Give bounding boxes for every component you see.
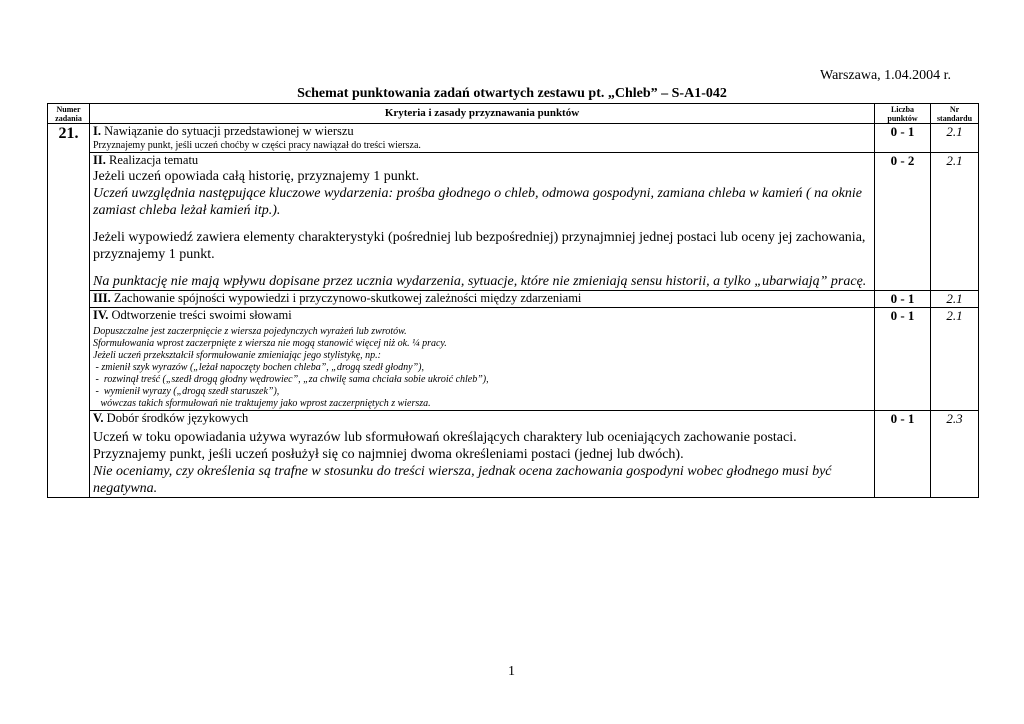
table-row	[48, 411, 979, 498]
standard-cell: 2.1	[931, 124, 979, 153]
criterion-note: Jeżeli uczeń przekształcił sformułowanie zmieniając jego stylistykę, np.:	[93, 350, 381, 361]
standard-cell: 2.3	[931, 411, 979, 498]
criterion-heading: IV. Odtworzenie treści swoimi słowami	[93, 308, 292, 322]
standard-cell: 2.1	[931, 291, 979, 308]
criterion-note: - rozwinął treść („szedł drogą głodny wędrowiec”, „za chwilę sama chciała sobie ukroić chleb”),	[93, 374, 489, 385]
task-number: 21.	[48, 124, 90, 498]
criterion-note: Przyznajemy punkt, jeśli uczeń choćby w części pracy nawiązał do treści wiersza.	[93, 140, 421, 151]
criterion-cell	[90, 308, 875, 411]
criterion-heading: III. Zachowanie spójności wypowiedzi i przyczynowo-skutkowej zależności między zdarzeniami	[93, 291, 582, 305]
column-header-standard: Nr standardu	[931, 104, 979, 124]
criterion-cell	[90, 291, 875, 308]
document-date: Warszawa, 1.04.2004 r.	[820, 68, 952, 83]
criterion-heading: V. Dobór środków językowych	[93, 411, 249, 425]
criterion-rule: Jeżeli wypowiedź zawiera elementy charakterystyki (pośredniej lub bezpośredniej) przynajmniej jednej postaci lub oceny jej zachowania, przyznajemy 1 punkt.	[93, 230, 866, 262]
criterion-note: - wymienił wyrazy („drogą szedł staruszek”),	[93, 386, 280, 397]
standard-cell: 2.1	[931, 308, 979, 411]
column-header-points: Liczba punktów	[875, 104, 931, 124]
criterion-cell	[90, 153, 875, 291]
criterion-rule-detail: Na punktację nie mają wpływu dopisane przez ucznia wydarzenia, sytuacje, które nie zmieniają sensu historii, a tylko „ubarwiają” pracę.	[93, 274, 867, 289]
criterion-rule: Jeżeli uczeń opowiada całą historię, przyznajemy 1 punkt.	[93, 169, 420, 184]
points-cell: 0 - 2	[875, 153, 931, 291]
column-header-task-number: Numer zadania	[48, 104, 90, 124]
criterion-rule: Przyznajemy punkt, jeśli uczeń posłużył się co najmniej dwoma określeniami postaci (jednej lub dwóch).	[93, 447, 684, 462]
criterion-rule-detail: Nie oceniamy, czy określenia są trafne w stosunku do treści wiersza, jednak ocena zachowania gospodyni wobec głodnego musi być negatywna.	[93, 464, 832, 496]
table-row	[48, 308, 979, 411]
standard-cell: 2.1	[931, 153, 979, 291]
criterion-note: Dopuszczalne jest zaczerpnięcie z wiersza pojedynczych wyrażeń lub zwrotów.	[93, 326, 407, 337]
criterion-cell	[90, 411, 875, 498]
criterion-cell	[90, 124, 875, 153]
table-row	[48, 124, 979, 153]
table-row	[48, 291, 979, 308]
criterion-note: Sformułowania wprost zaczerpnięte z wiersza nie mogą stanowić więcej niż ok. ¼ pracy.	[93, 338, 447, 349]
points-cell: 0 - 1	[875, 124, 931, 153]
points-cell: 0 - 1	[875, 291, 931, 308]
page-number: 1	[508, 664, 515, 679]
table-header-row	[48, 104, 979, 124]
criterion-rule-detail: Uczeń uwzględnia następujące kluczowe wydarzenia: prośba głodnego o chleb, odmowa gospodyni, zamiana chleba w kamień ( na oknie zamiast chleba leżał kamień itp.).	[93, 186, 862, 218]
criterion-note: - zmienił szyk wyrazów („leżał napoczęty bochen chleba”, „drogą szedł głodny”),	[93, 362, 424, 373]
criterion-heading: I. Nawiązanie do sytuacji przedstawionej w wierszu	[93, 124, 354, 138]
points-cell: 0 - 1	[875, 411, 931, 498]
column-header-criteria: Kryteria i zasady przyznawania punktów	[90, 104, 875, 124]
scoring-table	[47, 103, 979, 498]
criterion-note: wówczas takich sformułowań nie traktujemy jako wprost zaczerpniętych z wiersza.	[93, 398, 431, 409]
document-title: Schemat punktowania zadań otwartych zestawu pt. „Chleb” – S-A1-042	[297, 86, 727, 101]
table-row	[48, 153, 979, 291]
criterion-rule: Uczeń w toku opowiadania używa wyrazów lub sformułowań określających charaktery lub oceniających zachowanie postaci.	[93, 430, 797, 445]
criterion-heading: II. Realizacja tematu	[93, 153, 199, 167]
points-cell: 0 - 1	[875, 308, 931, 411]
